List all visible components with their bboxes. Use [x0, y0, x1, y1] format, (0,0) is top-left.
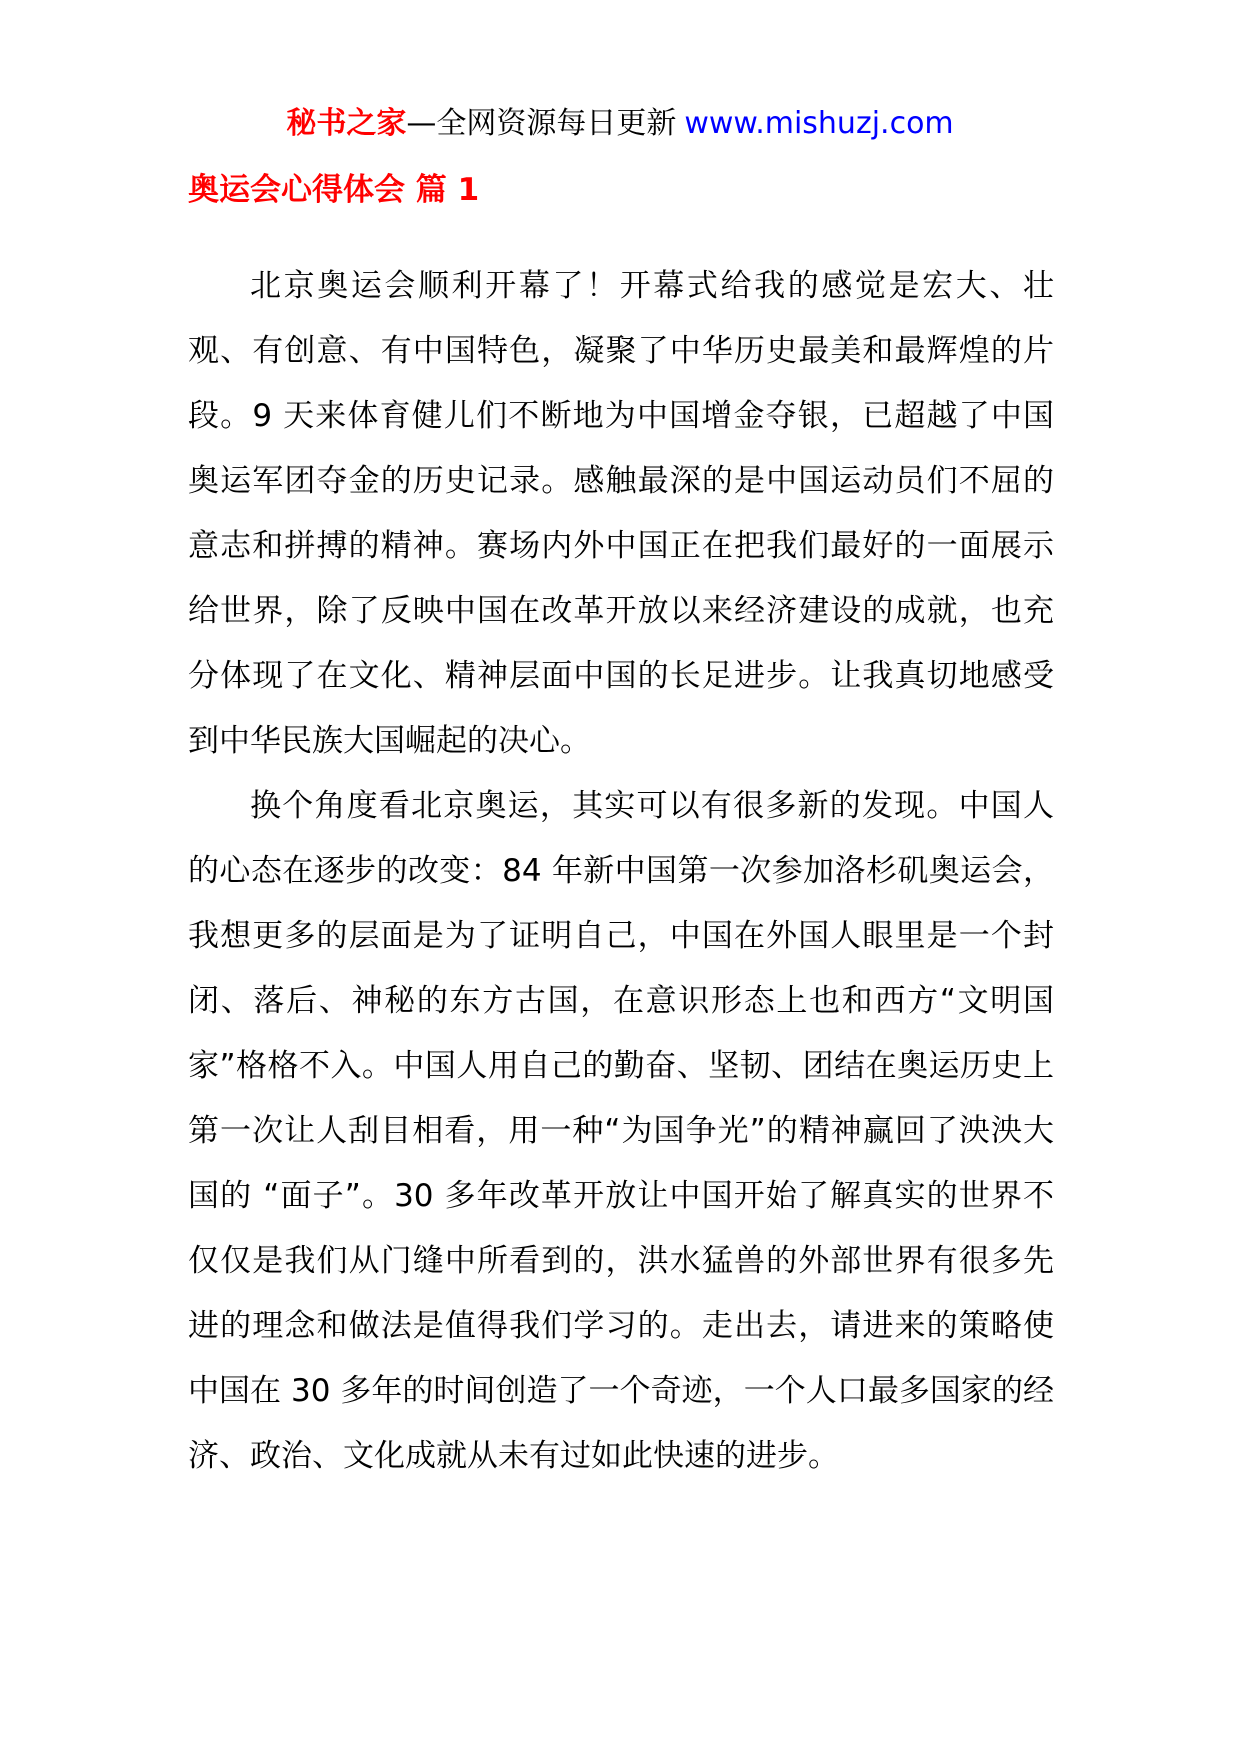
site-url-link[interactable]: www.mishuzj.com — [684, 106, 954, 141]
site-tagline: —全网资源每日更新 — [406, 106, 677, 141]
paragraph-1: 北京奥运会顺利开幕了！开幕式给我的感觉是宏大、壮观、有创意、有中国特色，凝聚了中华历史最美和最辉煌的片段。9 天来体育健儿们不断地为中国增金夺银，已超越了中国奥运军团夺金的历史记录。感触最深的是中国运动员们不屈的意志和拼搏的精神。赛场内外中国正在把我们最好的一面展示给世界，除了反映中国在改革开放以来经济建设的成就，也充分体现了在文化、精神层面中国的长足进步。让我真切地感受到中华民族大国崛起的决心。 — [188, 268, 1054, 759]
document-body — [188, 254, 1054, 1489]
document-title: 奥运会心得体会 篇 1 — [188, 172, 480, 208]
site-brand: 秘书之家 — [286, 106, 407, 141]
paragraph-2: 换个角度看北京奥运，其实可以有很多新的发现。中国人的心态在逐步的改变：84 年新中国第一次参加洛杉矶奥运会，我想更多的层面是为了证明自己，中国在外国人眼里是一个封闭、落后、神秘的东方古国，在意识形态上也和西方“文明国家”格格不入。中国人用自己的勤奋、坚韧、团结在奥运历史上第一次让人刮目相看，用一种“为国争光”的精神赢回了泱泱大国的 “面子”。30 多年改革开放让中国开始了解真实的世界不仅仅是我们从门缝中所看到的，洪水猛兽的外部世界有很多先进的理念和做法是值得我们学习的。走出去，请进来的策略使中国在 30 多年的时间创造了一个奇迹，一个人口最多国家的经济、政治、文化成就从未有过如此快速的进步。 — [188, 788, 1054, 1474]
site-header — [0, 102, 1240, 146]
